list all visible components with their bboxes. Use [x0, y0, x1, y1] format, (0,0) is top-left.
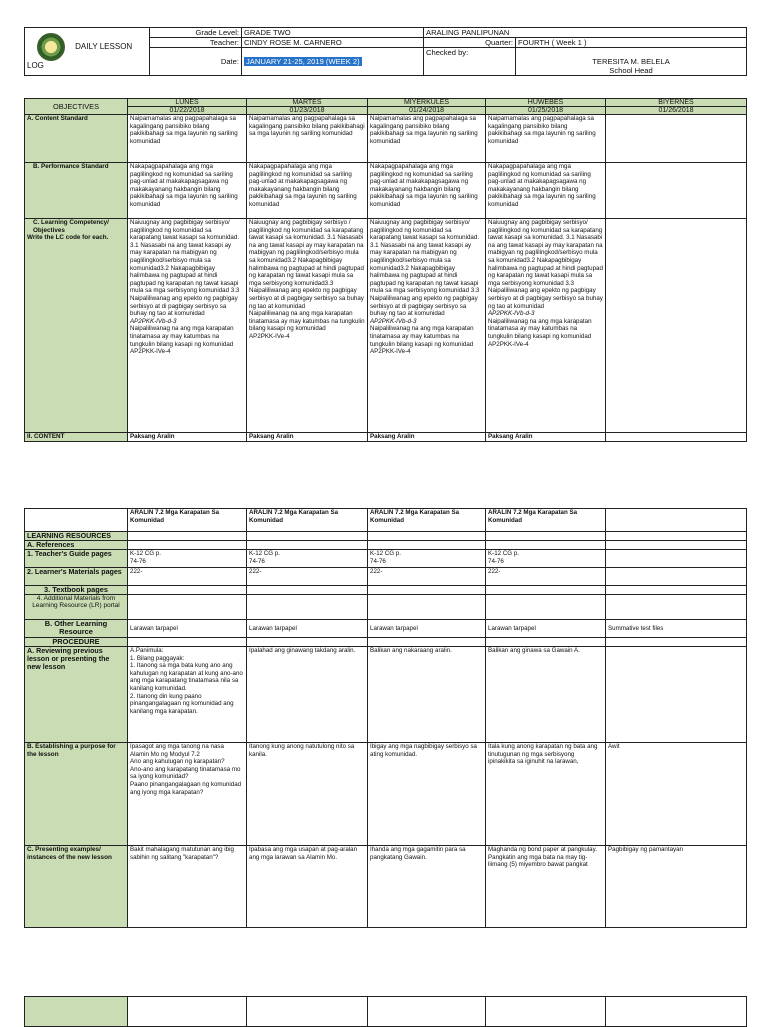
checker-cell	[516, 48, 747, 76]
purpose-cell: Itanong kung anong natutulong nito sa kanila.	[247, 743, 368, 846]
checker-role: School Head	[609, 66, 653, 75]
tg-cell: K-12 CG p. 74-76	[486, 550, 606, 568]
lc-code: AP2PKK-IVb-d-3	[488, 310, 535, 318]
presenting-cell: Ipabasa ang mga usapan at pag-aralan ang mga larawan sa Alamin Mo.	[247, 846, 368, 928]
content-standard-cell: Naipamamalas ang pagpapahalaga sa kagalingang pansibiko bilang pakikibahagi sa mga layunin ng sariling komunidad	[128, 115, 247, 163]
quarter-label: Quarter:	[424, 38, 516, 48]
presenting-cell: Pagbibigay ng pamantayan	[606, 846, 747, 928]
performance-standard-cell: Nakapagpapahalaga ang mga paglilingkod ng komunidad sa sariling pag-unlad at makakapagsagawa ng makakayanang hakbangin bilang pakikibahagi sa mga layunin ng sariling komunidad	[486, 163, 606, 219]
resources-table	[24, 508, 747, 928]
subject-value: ARALING PANLIPUNAN	[424, 28, 747, 38]
continuation-label-cell	[25, 997, 128, 1027]
reviewing-cell: A.Panimula: 1. Bilang paggayak: 1. Itanong sa mga bata kung ano ang kahulugan ng karapatan at kung ano-ano ang mga karapatang tinatamasa nila sa kanilang komunidad. 2. Itanong din kung paano pinangangalagaan ng komunidad ang kanilang mga karapatan.	[128, 647, 247, 743]
presenting-cell: Maghanda ng bond paper at pangkulay. Pangkatin ang mga bata na may tig-liimang (5) miyembro bawat pangkat	[486, 846, 606, 928]
topic-cell: ARALIN 7.2 Mga Karapatan Sa Komunidad	[486, 509, 606, 532]
learning-competency-label: C. Learning Competency/ Objectives	[33, 219, 109, 234]
lc-extra: Naipaliliwanag na ang mga karapatan tinatamasa ay may katumbas na tungkulin bilang kasapi ng komunidad	[370, 325, 474, 348]
purpose-label: B. Establishing a purpose for the lesson	[25, 743, 128, 846]
topic-cell: ARALIN 7.2 Mga Karapatan Sa Komunidad	[128, 509, 247, 532]
dll-title: DAILY LESSON LOG	[27, 42, 133, 71]
teacher-value: CINDY ROSE M. CARNERO	[242, 38, 424, 48]
continuation-table	[24, 996, 747, 1027]
day-name-3: MIYERKULES	[368, 99, 486, 107]
other-resources-label: B. Other Learning Resource	[25, 620, 128, 638]
topic-cell: ARALIN 7.2 Mga Karapatan Sa Komunidad	[247, 509, 368, 532]
continuation-cell	[128, 997, 247, 1027]
purpose-cell: Itala kung anong karapatan ng bata ang tinutugunan ng mga serbisyong ipinakikita sa iginuhit na larawan,	[486, 743, 606, 846]
lc-text: Naiuugnay ang pagbibigay serbisyo/ paglilingkod ng komunidad sa karapatang tawat kasapi sa komunidad. 3.1 Nasasabi na ang tawat kasapi ay may karapatan na mabigyan ng paglilingkod/serbisyo mula sa komunidad3.2 Nakapagbibigay halimbawa ng pagtupad at hindi pagtupad ng karapatan ng tawat kasapi mula sa mga serbisyong komunidad 3.3 Naipaliliwanag ang epekto ng pagbigay serbisyo at di pagbigay serbisyo sa buhay ng tao at komunidad	[130, 219, 240, 318]
day-name-1: LUNES	[128, 99, 247, 107]
content-standard-cell: Naipamamalas ang pagpapahalaga sa kagalingang pansibiko bilang pakikibahagi sa mga layunin ng sariling komunidad	[368, 115, 486, 163]
lc-code: AP2PKK-IVe-4	[249, 332, 290, 340]
reviewing-cell: Balikan ang nakaraang aralin.	[368, 647, 486, 743]
day-name-4: HUWEBES	[486, 99, 606, 107]
logo-cell	[25, 28, 150, 76]
lm-cell: 222-	[247, 568, 368, 586]
tg-cell: K-12 CG p. 74-76	[368, 550, 486, 568]
content-standard-cell	[606, 115, 747, 163]
performance-standard-cell: Nakapagpapahalaga ang mga paglilingkod ng komunidad sa sariling pag-unlad at makakapagsagawa ng makakayanang hakbangin bilang pakikibahagi sa mga layunin ng sariling komunidad	[247, 163, 368, 219]
grade-level-value: GRADE TWO	[242, 28, 424, 38]
continuation-cell	[486, 997, 606, 1027]
presenting-cell: Ihanda ang mga gagamitin para sa pangkatang Gawain.	[368, 846, 486, 928]
teacher-label: Teacher:	[150, 38, 242, 48]
reviewing-cell	[606, 647, 747, 743]
other-resources-cell: Larawan tarpapel	[368, 620, 486, 638]
checker-name: TERESITA M. BELELA	[592, 57, 670, 66]
lc-extra: Naipaliliwanag na ang mga karapatan tinatamasa ay may katumbas na tungkulin bilang kasapi ng komunidad	[249, 310, 365, 333]
learning-competency-cell	[247, 219, 368, 433]
topic-cell	[606, 509, 747, 532]
lc-extra: Naipaliliwanag na ang mga karapatan tinatamasa ay may katumbas na tungkulin bilang kasapi ng komunidad	[130, 325, 234, 348]
lc-extra: Naipaliliwanag na ang mga karapatan tinatamasa ay may katumbas na tungkulin bilang kasapi ng komunidad	[488, 317, 592, 340]
additional-materials-label: 4. Additional Materials from Learning Resource (LR) portal	[25, 595, 128, 620]
continuation-cell	[606, 997, 747, 1027]
lc-code-note: Write the LC code for each.	[27, 234, 109, 242]
content-cell: Paksang Aralin	[486, 433, 606, 442]
presenting-cell: Bakit mahalagang matutunan ang ibig sabihin ng salitang "karapatan"?	[128, 846, 247, 928]
objectives-table	[24, 98, 747, 442]
checked-label: Checked by:	[424, 48, 516, 76]
reviewing-label: A. Reviewing previous lesson or presenting the new lesson	[25, 647, 128, 743]
other-resources-cell: Larawan tarpapel	[128, 620, 247, 638]
day-date-2: 01/23/2018	[247, 107, 368, 115]
content-cell: Paksang Aralin	[128, 433, 247, 442]
continuation-cell	[368, 997, 486, 1027]
grade-level-label: Grade Level:	[150, 28, 242, 38]
day-date-4: 01/25/2018	[486, 107, 606, 115]
date-value[interactable]: JANUARY 21-25, 2019 (WEEK 2)	[246, 57, 360, 66]
learning-competency-cell	[606, 219, 747, 433]
reviewing-cell: Balikan ang ginawa sa Gawain A.	[486, 647, 606, 743]
date-label: Date:	[150, 48, 242, 76]
lc-code: AP2PKK-IVe-4	[370, 348, 411, 356]
deped-seal-icon	[37, 33, 65, 61]
content-standard-cell: Naipamamalas ang pagpapahalaga sa kagalingang pansibiko bilang pakikibahagi sa mga layunin ng sariling komunidad	[247, 115, 368, 163]
references-label: A. References	[25, 541, 128, 550]
content-cell	[606, 433, 747, 442]
day-date-3: 01/24/2018	[368, 107, 486, 115]
day-date-1: 01/22/2018	[128, 107, 247, 115]
learning-competency-cell	[128, 219, 247, 433]
lc-code: AP2PKK-IVe-4	[488, 340, 529, 348]
lm-cell: 222-	[486, 568, 606, 586]
learners-materials-label: 2. Learner's Materials pages	[25, 568, 128, 586]
tg-cell: K-12 CG p. 74-76	[247, 550, 368, 568]
other-resources-cell: Larawan tarpapel	[486, 620, 606, 638]
lc-text: Naiuugnay ang pagbibigay serbisyo/ paglilingkod ng komunidad sa karapatang tawat kasapi sa komunidad. 3.1 Nasasabi na ang tawat kasapi ay may karapatan na mabigyan ng paglilingkod/serbisyo mula sa komunidad3.2 Nakapagbibigay halimbawa ng pagtupad at hindi pagtupad ng karapatan ng tawat kasapi mula sa mga serbisyong komunidad 3.3 Naipaliliwanag ang epekto ng pagbigay serbisyo at di pagbigay serbisyo sa buhay ng tao at komunidad	[488, 219, 603, 310]
topic-cell: ARALIN 7.2 Mga Karapatan Sa Komunidad	[368, 509, 486, 532]
content-standard-cell: Naipamamalas ang pagpapahalaga sa kagalingang pansibiko bilang pakikibahagi sa mga layunin ng sariling komunidad	[486, 115, 606, 163]
quarter-value: FOURTH ( Week 1 )	[516, 38, 747, 48]
day-name-2: MARTES	[247, 99, 368, 107]
header-table	[24, 27, 747, 76]
purpose-cell: Ipasagot ang mga tanong na nasa Alamin Mo ng Modyul 7.2 Ano ang kahulugan ng karapatan? Ano-ano ang karapatang tinatamasa mo sa iyong komunidad? Paano pinangangalagaan ng komunidad ang iyong mga karapatan?	[128, 743, 247, 846]
day-date-5: 01/26/2018	[606, 107, 747, 115]
performance-standard-cell: Nakapagpapahalaga ang mga paglilingkod ng komunidad sa sariling pag-unlad at makakapagsagawa ng makakayanang hakbangin bilang pakikibahagi sa mga layunin ng sariling komunidad	[128, 163, 247, 219]
date-cell	[242, 48, 424, 76]
continuation-cell	[247, 997, 368, 1027]
performance-standard-cell	[606, 163, 747, 219]
tg-cell: K-12 CG p. 74-76	[128, 550, 247, 568]
textbook-label: 3. Textbook pages	[25, 586, 128, 595]
tg-cell	[606, 550, 747, 568]
learning-competency-cell	[368, 219, 486, 433]
reviewing-cell: Ipalahad ang ginawang takdang aralin.	[247, 647, 368, 743]
topic-blank	[25, 509, 128, 532]
learning-resources-label: LEARNING RESOURCES	[25, 532, 128, 541]
other-resources-cell: Larawan tarpapel	[247, 620, 368, 638]
content-cell: Paksang Aralin	[247, 433, 368, 442]
teachers-guide-label: 1. Teacher's Guide pages	[25, 550, 128, 568]
learning-competency-label-cell	[25, 219, 128, 433]
day-name-5: BIYERNES	[606, 99, 747, 107]
performance-standard-label: B. Performance Standard	[25, 163, 128, 219]
lc-text: Naiuugnay ang pagbibigay serbisyo/ paglilingkod ng komunidad sa karapatang tawat kasapi sa komunidad. 3.1 Nasasabi na ang tawat kasapi ay may karapatan na mabigyan ng paglilingkod/serbisyo mula sa komunidad3.2 Nakapagbibigay halimbawa ng pagtupad at hindi pagtupad ng karapatan ng tawat kasapi mula sa mga serbisyong komunidad 3.3 Naipaliliwanag ang epekto ng pagbigay serbisyo at di pagbigay serbisyo sa buhay ng tao at komunidad	[370, 219, 480, 318]
content-label: II. CONTENT	[25, 433, 128, 442]
lc-text: Naiuugnay ang pagbibigay serbisyo / paglilingkod ng komunidad sa karapatang tawat kasapi sa komunidad. 3.1 Nasasabi na ang tawat kasapi ay may karapatan na mabigyan ng paglilingkod/serbisyo mula sa komunidad3.2 Nakapagbibigay halimbawa ng pagtupad at hindi pagtupad ng karapatan ng tawat kasapi mula sa mga serbisyong komunidad3.3 Naipaliliwanag ang epekto ng pagbigay serbisyo at di pagbigay serbisyo sa buhay ng tao at komunidad	[249, 219, 364, 310]
lc-code: AP2PKK-IVb-d-3	[130, 317, 177, 325]
content-standard-label: A. Content Standard	[25, 115, 128, 163]
lc-code: AP2PKK-IVb-d-3	[370, 317, 417, 325]
lm-cell: 222-	[368, 568, 486, 586]
other-resources-cell: Summative test files	[606, 620, 747, 638]
content-cell: Paksang Aralin	[368, 433, 486, 442]
objectives-label: OBJECTIVES	[25, 99, 128, 115]
presenting-label: C. Presenting examples/ instances of the new lesson	[25, 846, 128, 928]
procedure-label: PROCEDURE	[25, 638, 128, 647]
lm-cell	[606, 568, 747, 586]
learning-competency-cell	[486, 219, 606, 433]
lc-code: AP2PKK-IVe-4	[130, 348, 171, 356]
lm-cell: 222-	[128, 568, 247, 586]
purpose-cell: Awit	[606, 743, 747, 846]
performance-standard-cell: Nakapagpapahalaga ang mga paglilingkod ng komunidad sa sariling pag-unlad at makakapagsagawa ng makakayanang hakbangin bilang pakikibahagi sa mga layunin ng sariling komunidad	[368, 163, 486, 219]
purpose-cell: Ibigay ang mga nagbibigay serbisyo sa ating komunidad.	[368, 743, 486, 846]
